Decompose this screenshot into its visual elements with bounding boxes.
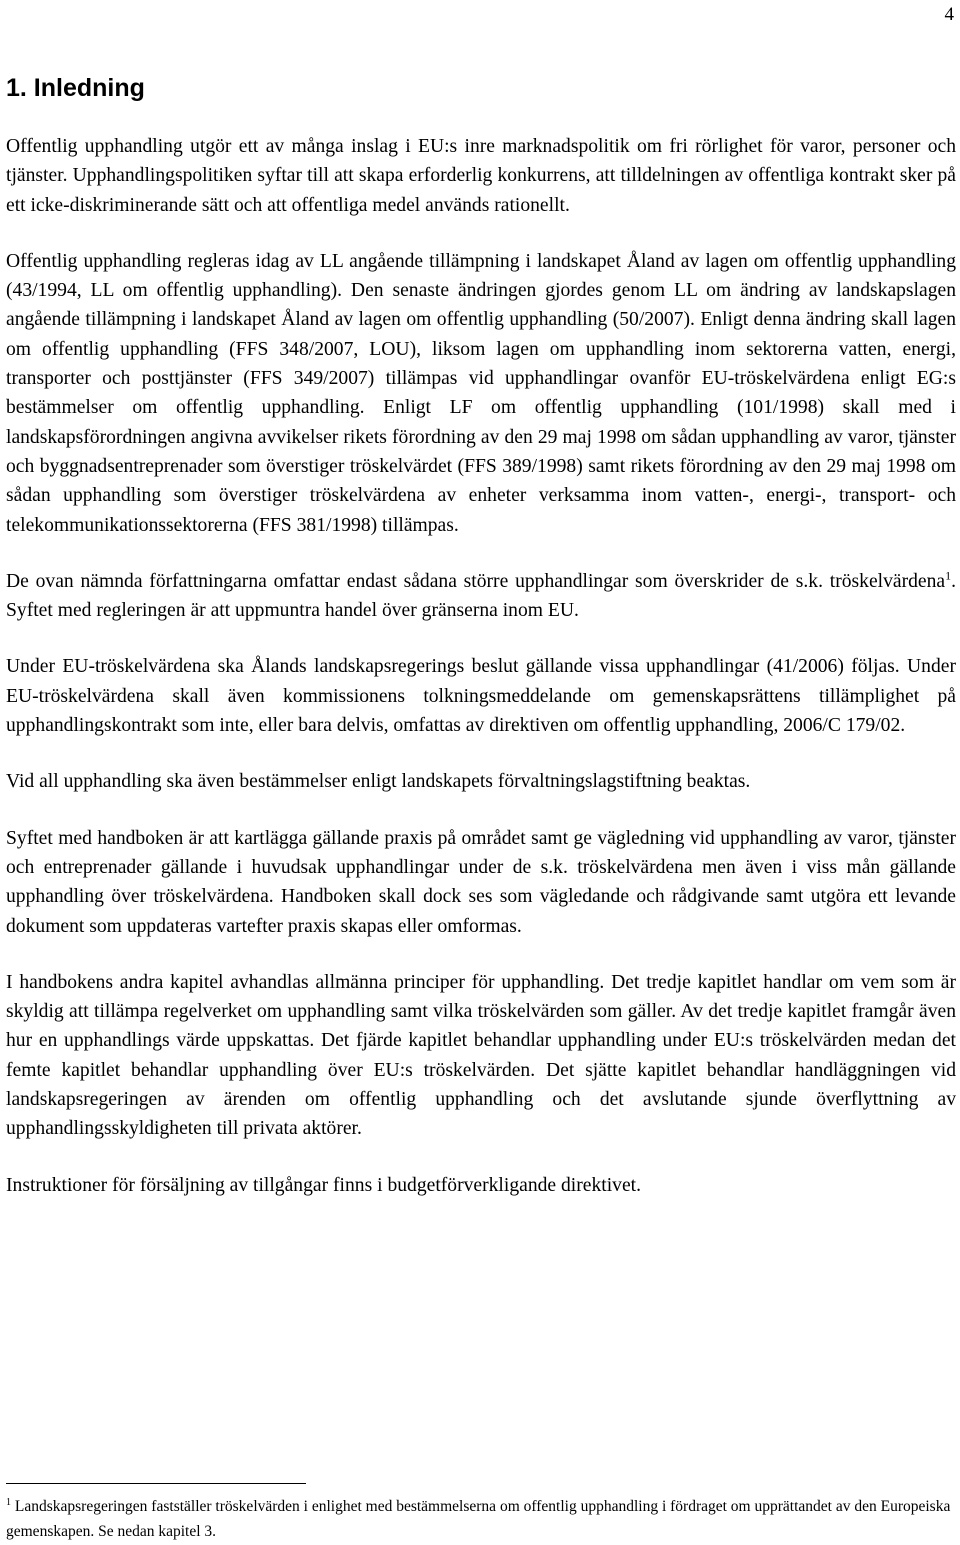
paragraph-thresholds-text: De ovan nämnda författningarna omfattar endast sådana större upphandlingar som överskrider de s.k. tröskelvärdena [6,570,946,592]
document-body [6,72,956,1227]
footnote [6,1494,956,1544]
paragraph-purpose: Syftet med handboken är att kartlägga gällande praxis på området samt ge vägledning vid upphandling av varor, tjänster och entreprenader gällande i huvudsak upphandlingar under de s.k. tröskelvärdena men även i viss mån gällande upphandling över tröskelvärdena. Handboken skall dock ses som vägledande och rådgivande samt utgöra ett levande dokument som uppdateras vartefter praxis skapas eller omformas. [6,827,956,937]
footnote-divider [6,1483,306,1484]
paragraph-regulation: Offentlig upphandling regleras idag av LL angående tillämpning i landskapet Åland av lagen om offentlig upphandling (43/1994, LL om offentlig upphandling). Den senaste ändringen gjordes genom LL om ändring av landskapslagen angående tillämpning i landskapet Åland av lagen om offentlig upphandling (50/2007). Enligt denna ändring skall lagen om offentlig upphandling (FFS 348/2007, LOU), liksom lagen om upphandling inom sektorerna vatten, energi, transporter och posttjänster (FFS 349/2007) tillämpas vid upphandlingar ovanför EU-tröskelvärdena enligt EG:s bestämmelser om offentlig upphandling. Enligt LF om offentlig upphandling (101/1998) skall med i landskapsförordningen angivna avvikelser rikets förordning av den 29 maj 1998 om sådan upphandling av varor, tjänster och byggnadsentreprenader som överstiger tröskelvärdet (FFS 389/1998) samt rikets förordning av den 29 maj 1998 om sådan upphandling som överstiger tröskelvärdena av enheter verksamma inom vatten-, energi-, transport- och telekommunikationssektorerna (FFS 381/1998) tillämpas. [6,250,956,536]
footnote-text: Landskapsregeringen fastställer tröskelvärden i enlighet med bestämmelserna om offentlig upphandling i fördraget om upprättandet av den Europeiska gemenskapen. Se nedan kapitel 3. [6,1498,951,1540]
footnote-marker: 1 [6,1496,11,1508]
paragraph-thresholds-text-end: . Syftet med regleringen är att uppmuntra handel över gränserna inom EU. [6,570,956,622]
paragraph-intro: Offentlig upphandling utgör ett av många inslag i EU:s inre marknadspolitik om fri rörlighet för varor, personer och tjänster. Upphandlingspolitiken syftar till att skapa erforderlig konkurrens, att tilldelningen av offentliga kontrakt sker på ett icke-diskriminerande sätt och att offentliga medel används rationellt. [6,136,956,216]
paragraph-thresholds [6,567,956,626]
page-number: 4 [944,4,954,25]
paragraph-chapter-overview: I handbokens andra kapitel avhandlas allmänna principer för upphandling. Det tredje kapitlet handlar om vem som är skyldig att tillämpa regelverket om upphandling samt vilka tröskelvärden som gäller. Av det tredje kapitlet framgår även hur en upphandlings värde uppskattas. Det fjärde kapitlet behandlar upphandling under EU:s tröskelvärden medan det femte kapitlet behandlar upphandling över EU:s tröskelvärden. Det sjätte kapitlet behandlar handläggningen vid landskapsregeringen av ärenden om offentlig upphandling och det avslutande sjunde överflyttning av upphandlingsskyldigheten till privata aktörer. [6,971,956,1140]
paragraph-below-thresholds: Under EU-tröskelvärdena ska Ålands landskapsregerings beslut gällande vissa upphandlingar (41/2006) följas. Under EU-tröskelvärdena skall även kommissionens tolkningsmeddelande om gemenskapsrättens tillämplighet på upphandlingskontrakt som inte, eller bara delvis, omfattas av direktiven om offentlig upphandling, 2006/C 179/02. [6,656,956,737]
paragraph-instructions: Instruktioner för försäljning av tillgångar finns i budgetförverkligande direktivet. [6,1174,641,1196]
paragraph-administrative-law: Vid all upphandling ska även bestämmelser enligt landskapets förvaltningslagstiftning beaktas. [6,771,751,793]
section-heading: 1. Inledning [6,74,145,102]
footnote-reference[interactable]: 1 [945,568,952,583]
